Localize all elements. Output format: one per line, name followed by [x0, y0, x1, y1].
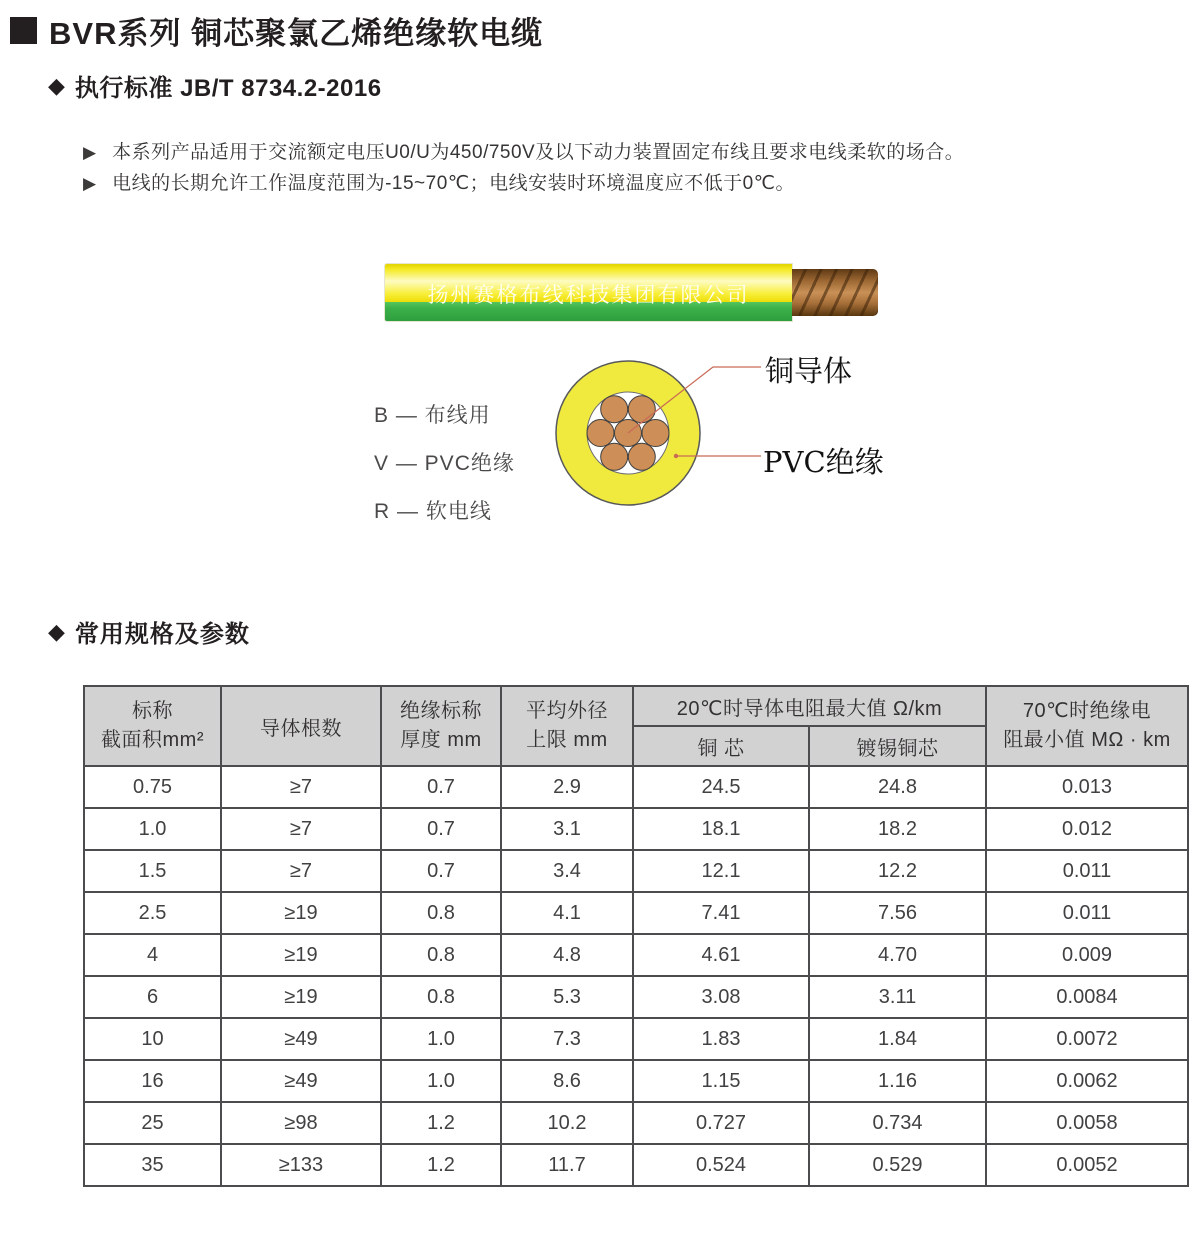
table-cell: 4.70	[809, 934, 986, 976]
table-cell: 0.0058	[986, 1102, 1188, 1144]
table-row	[84, 976, 1188, 1018]
leader-dot	[674, 454, 678, 458]
table-cell: 12.1	[633, 850, 809, 892]
bullet-text-2: 电线的长期允许工作温度范围为-15~70℃；电线安装时环境温度应不低于0℃。	[112, 173, 796, 194]
cable-cross-section-diagram	[545, 348, 775, 528]
table-cell: 0.0052	[986, 1144, 1188, 1186]
header-line: 平均外径	[526, 700, 608, 722]
header-line: 绝缘标称	[400, 700, 482, 722]
table-cell: 16	[84, 1060, 221, 1102]
table-cell: 25	[84, 1102, 221, 1144]
header-tinned-copper-core: 镀锡铜芯	[809, 726, 986, 766]
bullet-text-1: 本系列产品适用于交流额定电压U0/U为450/750V及以下动力装置固定布线且要求电线柔软的场合。	[112, 142, 965, 163]
table-cell: 12.2	[809, 850, 986, 892]
spec-table-header	[84, 686, 1188, 766]
header-copper-core: 铜 芯	[633, 726, 809, 766]
table-cell: 7.3	[501, 1018, 633, 1060]
table-cell: 5.3	[501, 976, 633, 1018]
standard-line	[48, 68, 382, 103]
table-cell: ≥19	[221, 976, 381, 1018]
table-cell: ≥7	[221, 766, 381, 808]
table-cell: 1.16	[809, 1060, 986, 1102]
header-insulation-thickness	[381, 686, 501, 766]
table-cell: 1.0	[381, 1018, 501, 1060]
table-row	[84, 1060, 1188, 1102]
table-row	[84, 1102, 1188, 1144]
spec-table-body	[84, 766, 1188, 1186]
cable-copper-strands	[792, 269, 878, 316]
table-cell: 1.2	[381, 1102, 501, 1144]
table-cell: ≥49	[221, 1018, 381, 1060]
naming-item-v: V — PVC绝缘	[374, 452, 515, 475]
page-header	[10, 8, 543, 53]
table-cell: 1.83	[633, 1018, 809, 1060]
table-cell: 1.2	[381, 1144, 501, 1186]
table-cell: 0.011	[986, 850, 1188, 892]
table-cell: 3.08	[633, 976, 809, 1018]
table-row	[84, 892, 1188, 934]
naming-item-r: R — 软电线	[374, 500, 492, 523]
table-cell: 0.011	[986, 892, 1188, 934]
table-cell: 3.1	[501, 808, 633, 850]
table-cell: 10.2	[501, 1102, 633, 1144]
table-cell: 0.009	[986, 934, 1188, 976]
table-cell: 7.56	[809, 892, 986, 934]
table-cell: ≥7	[221, 808, 381, 850]
header-insulation-resistance	[986, 686, 1188, 766]
table-cell: 0.734	[809, 1102, 986, 1144]
spec-section-heading-row	[48, 614, 250, 649]
table-cell: 0.529	[809, 1144, 986, 1186]
table-cell: ≥7	[221, 850, 381, 892]
table-cell: 0.7	[381, 766, 501, 808]
header-line: 上限 mm	[526, 729, 608, 751]
table-cell: ≥19	[221, 892, 381, 934]
conductor-label: 铜导体	[765, 354, 853, 388]
table-cell: 0.012	[986, 808, 1188, 850]
table-cell: 1.0	[381, 1060, 501, 1102]
header-line: 截面积mm²	[101, 729, 204, 751]
table-cell: 35	[84, 1144, 221, 1186]
table-cell: ≥98	[221, 1102, 381, 1144]
insulation-label: PVC绝缘	[763, 445, 884, 479]
table-cell: 0.7	[381, 808, 501, 850]
header-line: 阻最小值 MΩ · km	[1003, 729, 1171, 751]
table-cell: 24.8	[809, 766, 986, 808]
table-cell: 0.013	[986, 766, 1188, 808]
table-cell: ≥19	[221, 934, 381, 976]
page-title: BVR系列 铜芯聚氯乙烯绝缘软电缆	[49, 16, 544, 51]
table-cell: 0.0062	[986, 1060, 1188, 1102]
table-cell: 11.7	[501, 1144, 633, 1186]
table-cell: 2.9	[501, 766, 633, 808]
bullet-line-2	[83, 172, 795, 196]
table-cell: 3.4	[501, 850, 633, 892]
header-resistance-group: 20℃时导体电阻最大值 Ω/km	[633, 686, 986, 726]
header-conductor-count: 导体根数	[221, 686, 381, 766]
spec-table	[83, 685, 1189, 1187]
diamond-icon: ◆	[48, 618, 65, 644]
table-row	[84, 934, 1188, 976]
bvr-naming-list	[374, 399, 515, 543]
bullet-line-1	[83, 141, 964, 165]
table-cell: ≥133	[221, 1144, 381, 1186]
cable-brand-text: 扬州赛格布线科技集团有限公司	[427, 283, 750, 307]
table-row	[84, 1144, 1188, 1186]
table-cell: 3.11	[809, 976, 986, 1018]
table-cell: 0.7	[381, 850, 501, 892]
header-nominal-area	[84, 686, 221, 766]
table-row	[84, 1018, 1188, 1060]
table-cell: 0.75	[84, 766, 221, 808]
triangle-bullet-icon: ▶	[83, 143, 97, 162]
table-cell: 0.524	[633, 1144, 809, 1186]
table-cell: 1.84	[809, 1018, 986, 1060]
table-cell: 8.6	[501, 1060, 633, 1102]
header-mean-od	[501, 686, 633, 766]
table-cell: 6	[84, 976, 221, 1018]
table-row	[84, 808, 1188, 850]
table-cell: 0.727	[633, 1102, 809, 1144]
header-line: 标称	[132, 700, 173, 722]
table-cell: 18.2	[809, 808, 986, 850]
table-cell: 0.8	[381, 976, 501, 1018]
table-cell: 1.0	[84, 808, 221, 850]
table-cell: 0.8	[381, 892, 501, 934]
header-line: 70℃时绝缘电	[1022, 700, 1152, 722]
table-cell: 4.61	[633, 934, 809, 976]
cable-illustration	[385, 264, 879, 321]
table-cell: 2.5	[84, 892, 221, 934]
table-row	[84, 766, 1188, 808]
table-cell: 4	[84, 934, 221, 976]
black-square-icon	[10, 17, 37, 44]
diamond-icon: ◆	[48, 72, 65, 98]
table-cell: ≥49	[221, 1060, 381, 1102]
table-cell: 0.8	[381, 934, 501, 976]
header-line: 厚度 mm	[400, 729, 482, 751]
naming-item-b: B — 布线用	[374, 404, 491, 427]
table-row	[84, 850, 1188, 892]
spec-section-heading: 常用规格及参数	[74, 621, 250, 648]
table-cell: 4.1	[501, 892, 633, 934]
table-cell: 4.8	[501, 934, 633, 976]
spec-table-container	[83, 685, 1189, 1187]
table-cell: 24.5	[633, 766, 809, 808]
table-cell: 1.15	[633, 1060, 809, 1102]
standard-text: 执行标准 JB/T 8734.2-2016	[74, 75, 382, 102]
table-cell: 1.5	[84, 850, 221, 892]
table-cell: 0.0084	[986, 976, 1188, 1018]
table-cell: 10	[84, 1018, 221, 1060]
table-cell: 18.1	[633, 808, 809, 850]
table-cell: 0.0072	[986, 1018, 1188, 1060]
triangle-bullet-icon: ▶	[83, 174, 97, 193]
table-cell: 7.41	[633, 892, 809, 934]
